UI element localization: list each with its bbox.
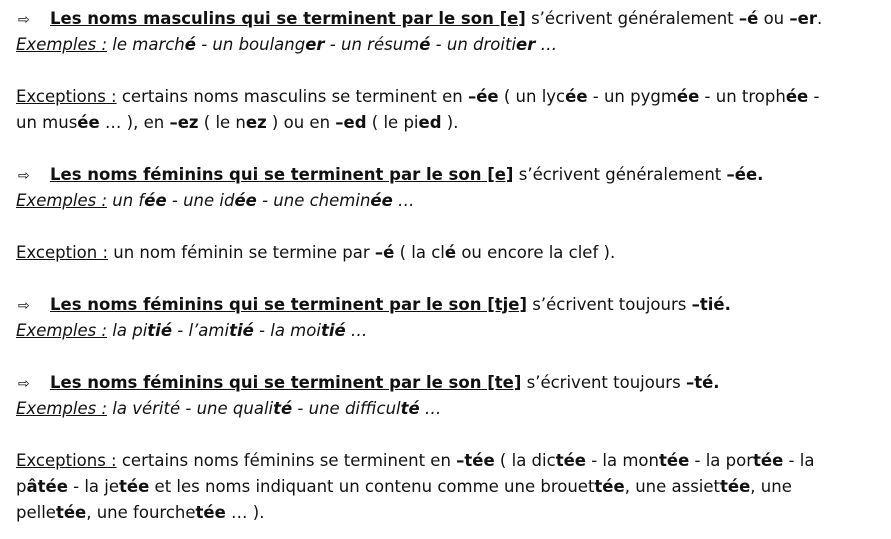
exceptions-line-continued xyxy=(16,500,878,526)
text-part: ). xyxy=(441,113,459,132)
rule-feminine-e-line xyxy=(16,162,878,188)
exceptions-line xyxy=(16,84,878,110)
example-ending: er xyxy=(305,35,325,54)
text-part: ) ou en xyxy=(266,113,336,132)
example-ending: ée xyxy=(370,191,393,210)
example-part: un f xyxy=(107,191,145,210)
example-part: - un boulang xyxy=(195,35,306,54)
ending: –tée xyxy=(456,451,495,470)
exception-text xyxy=(108,243,615,262)
ending: –tié xyxy=(691,295,725,314)
arrow-icon: ⇨ xyxy=(18,298,30,314)
ending: –ée xyxy=(467,87,499,106)
exceptions-text xyxy=(16,113,458,132)
example-ending: tié xyxy=(147,321,173,340)
example-ending: tié xyxy=(320,321,346,340)
example-ending: té xyxy=(273,399,293,418)
example-part: la vérit xyxy=(107,399,170,418)
examples-line xyxy=(16,32,878,58)
example-part: … xyxy=(392,191,415,210)
rule-period: . xyxy=(713,373,720,392)
ending: ée xyxy=(676,87,700,106)
examples-line xyxy=(16,318,878,344)
example-ending: é xyxy=(169,399,181,418)
text-part: ( le pi xyxy=(366,113,419,132)
ending: –té xyxy=(685,373,714,392)
ending: tée xyxy=(753,451,784,470)
text-part: , une xyxy=(750,477,792,496)
rule-text: s’écrivent toujours xyxy=(521,373,686,392)
ending: –é xyxy=(374,243,395,262)
text-part: - la xyxy=(783,451,815,470)
text-part: - la por xyxy=(689,451,754,470)
exceptions-label: Exceptions : xyxy=(16,451,117,470)
rule-period: . xyxy=(816,9,823,28)
text-part: certains noms masculins se terminent en xyxy=(116,87,468,106)
text-part: , une assiet xyxy=(624,477,721,496)
example-ending: tié xyxy=(229,321,254,340)
rule-feminine-tje-line xyxy=(16,292,878,318)
text-part: - la je xyxy=(67,477,120,496)
ending: ée xyxy=(785,87,809,106)
rule-masculine-e-line xyxy=(16,6,878,32)
text-part: et les noms indiquant un contenu comme une brouet xyxy=(149,477,595,496)
exceptions-label: Exceptions : xyxy=(16,87,117,106)
ending: tée xyxy=(555,451,586,470)
example-part: … xyxy=(345,321,368,340)
examples-text xyxy=(107,321,367,340)
example-part: - la moi xyxy=(253,321,321,340)
examples-line xyxy=(16,188,878,214)
example-part: - une quali xyxy=(180,399,274,418)
rule-heading: Les noms masculins qui se terminent par le son [e] xyxy=(50,9,526,28)
exceptions-text xyxy=(16,503,264,522)
examples-text xyxy=(107,399,441,418)
rule-text: s’écrivent généralement xyxy=(525,9,739,28)
text-part: un mus xyxy=(16,113,78,132)
examples-label: Exemples : xyxy=(16,321,108,340)
exceptions-line-continued xyxy=(16,474,878,500)
arrow-icon: ⇨ xyxy=(18,12,30,28)
rule-heading: Les noms féminins qui se terminent par le son [e] xyxy=(50,165,514,184)
ending: tée xyxy=(55,503,87,522)
example-part: le march xyxy=(112,35,185,54)
example-part: - une chemin xyxy=(256,191,371,210)
rule-feminine-te-line xyxy=(16,370,878,396)
exception-label: Exception : xyxy=(16,243,109,262)
ending: tée xyxy=(195,503,226,522)
text-part: p xyxy=(16,477,27,496)
example-part: - un droiti xyxy=(430,35,517,54)
ending: ée xyxy=(565,87,588,106)
ending: âtée xyxy=(26,477,68,496)
example-part: - l’ami xyxy=(172,321,230,340)
text-part: ( un lyc xyxy=(498,87,566,106)
text-part: pelle xyxy=(16,503,56,522)
text-part: - un troph xyxy=(699,87,786,106)
rule-join: ou xyxy=(758,9,790,28)
text-part: - la mon xyxy=(585,451,659,470)
ending: ez xyxy=(245,113,267,132)
arrow-icon: ⇨ xyxy=(18,376,30,392)
text-part: ( la cl xyxy=(394,243,445,262)
example-part: la pi xyxy=(107,321,148,340)
example-ending: er xyxy=(516,35,536,54)
text-part: … ), en xyxy=(99,113,170,132)
ending: –ez xyxy=(169,113,199,132)
rule-period: . xyxy=(724,295,731,314)
ending: –ed xyxy=(335,113,367,132)
ending: ée xyxy=(77,113,100,132)
examples-label: Exemples : xyxy=(16,35,108,54)
ending: tée xyxy=(594,477,625,496)
text-part: ( la dic xyxy=(494,451,556,470)
examples-text xyxy=(112,35,557,54)
text-part: , une fourche xyxy=(86,503,196,522)
rule-period: . xyxy=(757,165,764,184)
text-part: - un pygm xyxy=(587,87,677,106)
rule-text: s’écrivent généralement xyxy=(513,165,727,184)
examples-label: Exemples : xyxy=(16,191,108,210)
examples-label: Exemples : xyxy=(16,399,108,418)
text-part: ( le n xyxy=(198,113,246,132)
text-part: un nom féminin se termine par xyxy=(108,243,375,262)
example-part: - un résum xyxy=(324,35,420,54)
text-part: certains noms féminins se terminent en xyxy=(116,451,457,470)
example-part: … xyxy=(535,35,558,54)
example-ending: ée xyxy=(234,191,257,210)
exceptions-text xyxy=(16,477,792,496)
exception-line xyxy=(16,240,878,266)
text-part: - xyxy=(808,87,820,106)
rule-text: s’écrivent toujours xyxy=(527,295,692,314)
ending: tée xyxy=(658,451,690,470)
exceptions-text xyxy=(117,87,820,106)
example-part: - une difficul xyxy=(292,399,401,418)
example-ending: é xyxy=(419,35,431,54)
arrow-icon: ⇨ xyxy=(18,168,30,184)
exceptions-line xyxy=(16,448,878,474)
rule-heading: Les noms féminins qui se terminent par le son [te] xyxy=(50,373,522,392)
grammar-document xyxy=(16,6,878,526)
exceptions-line-continued xyxy=(16,110,878,136)
ending: –é xyxy=(738,9,759,28)
example-ending: é xyxy=(184,35,196,54)
ending: é xyxy=(444,243,457,262)
text-part: … ). xyxy=(225,503,265,522)
ending: tée xyxy=(720,477,751,496)
examples-text xyxy=(107,191,415,210)
example-part: - une id xyxy=(166,191,235,210)
ending: ed xyxy=(418,113,442,132)
examples-line xyxy=(16,396,878,422)
ending: tée xyxy=(119,477,150,496)
exceptions-text xyxy=(117,451,815,470)
ending: –ée xyxy=(726,165,758,184)
ending: –er xyxy=(789,9,817,28)
example-ending: té xyxy=(400,399,420,418)
example-part: … xyxy=(419,399,442,418)
example-ending: ée xyxy=(144,191,167,210)
rule-heading: Les noms féminins qui se terminent par le son [tje] xyxy=(50,295,528,314)
text-part: ou encore la clef ). xyxy=(456,243,616,262)
